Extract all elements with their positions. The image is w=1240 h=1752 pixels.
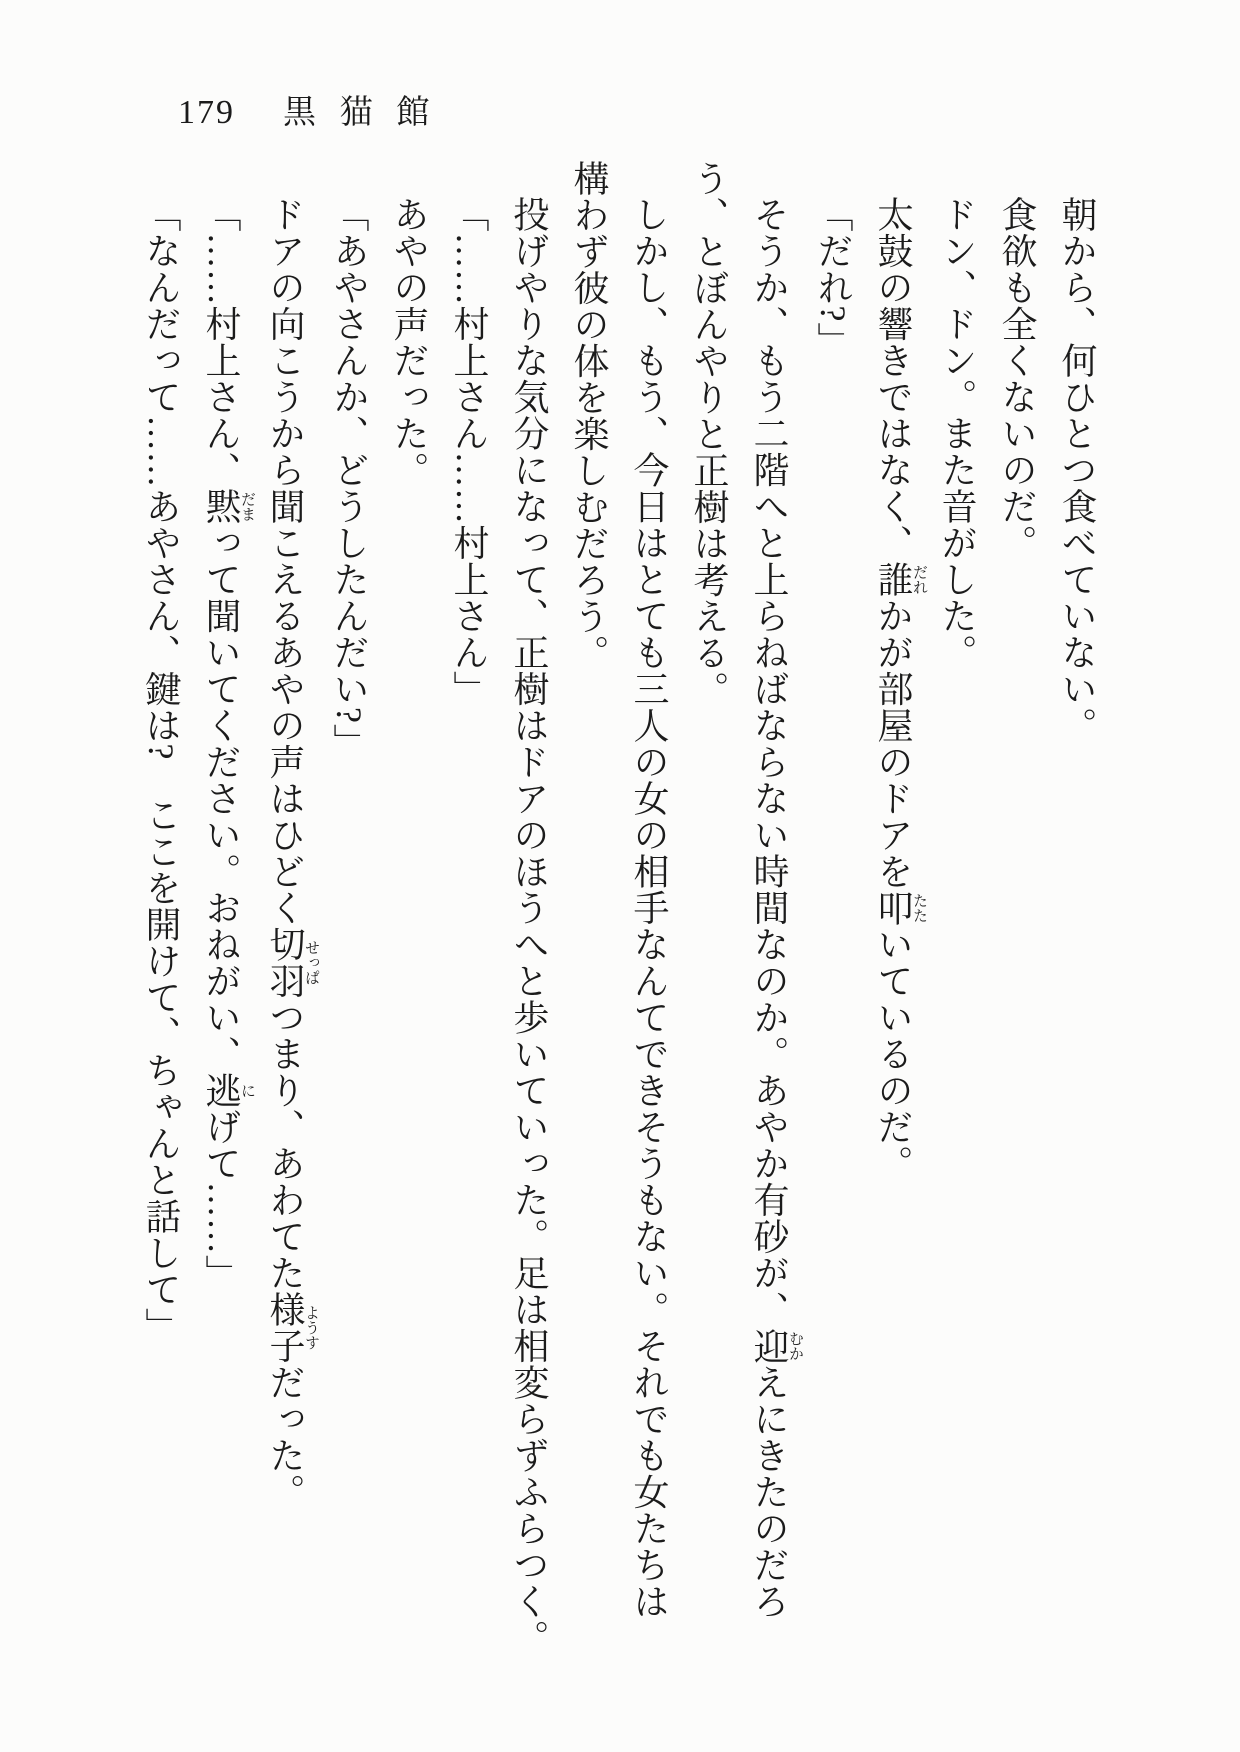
paragraph: 投げやりな気分になって、正樹はドアのほうへと歩いていった。足は相変らずふらつく。 xyxy=(509,196,549,1656)
paragraph: 「あやさんか、どうしたんだい?」 xyxy=(329,196,369,760)
paragraph: 太鼓の響きではなく、誰だれかが部屋のドアを叩たたいているのだ。 xyxy=(873,196,927,1182)
paragraph: 食欲も全くないのだ。 xyxy=(997,196,1037,561)
book-title: 黒猫館 xyxy=(283,95,454,131)
furigana-ruby: 様子ようす xyxy=(265,1291,319,1364)
paragraph: 朝から、何ひとつ食べていない。 xyxy=(1057,196,1097,744)
paragraph: しかし、もう、今日はとても三人の女の相手なんてできそうもない。それでも女たちは 構わず彼の体を楽しむだろう。 xyxy=(569,160,669,1620)
paragraph: そうか、もう二階へと上らねばならない時間なのか。あやか有砂が、迎むかえにきたのだろ う、とぼんやりと正樹は考える。 xyxy=(689,160,803,1620)
furigana-ruby: 迎むか xyxy=(749,1327,803,1364)
furigana-ruby: 黙だま xyxy=(201,488,255,525)
furigana-ruby: 誰だれ xyxy=(873,561,927,598)
body-text xyxy=(131,160,1107,1740)
paragraph: 「なんだって……あやさん、鍵は? ここを開けて、ちゃんと話して」 xyxy=(141,196,181,1344)
furigana-ruby: 逃に xyxy=(201,1072,255,1109)
paragraph: ドン、ドン。また音がした。 xyxy=(937,196,977,671)
page-header xyxy=(178,86,453,133)
paragraph: 「だれ?」 xyxy=(813,196,853,359)
furigana-ruby: 切羽せっぱ xyxy=(265,926,319,999)
paragraph: 「……村上さん、黙だまって聞いてください。おねがい、逃にげて……」 xyxy=(201,196,255,1291)
furigana-ruby: 叩たた xyxy=(873,889,927,926)
paragraph: ドアの向こうから聞こえるあやの声はひどく切羽せっぱつまり、あわてた様子ようすだった。 xyxy=(265,196,319,1510)
paragraph: 「……村上さん……村上さん」 xyxy=(449,196,489,707)
paragraph: あやの声だった。 xyxy=(389,196,429,488)
page-number: 179 xyxy=(178,94,235,131)
